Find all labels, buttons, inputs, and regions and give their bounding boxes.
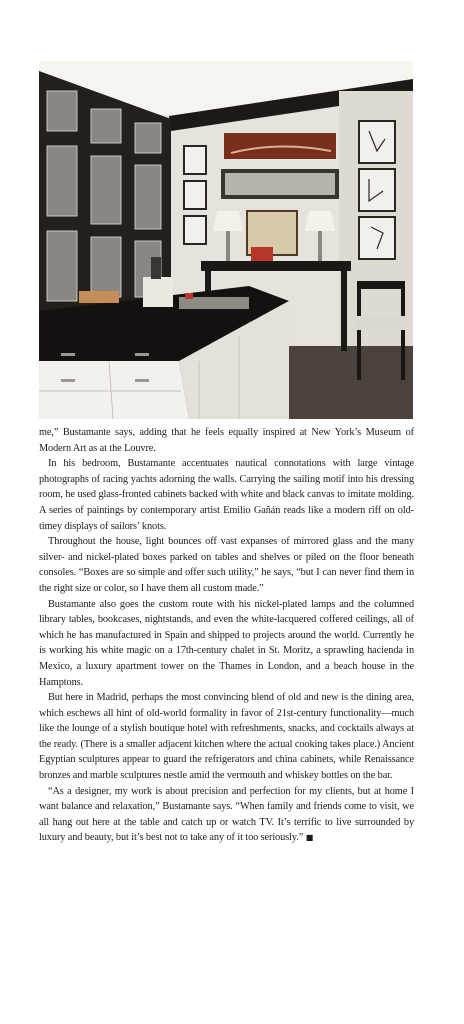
paragraph-4: Bustamante also goes the custom route with his nickel-plated lamps and the columned library tables, bookcases, nightstands, and even the white-lacquered coffered ceilings, all of which he has manufactured in Spain and shipped to projects around the world. Currently he is working his white magic on a 17th-century chalet in St. Moritz, a sprawling hacienda in Mexico, a luxury apartment tower on the Thames in London, and a beach house in the Hamptons. xyxy=(39,598,414,688)
paragraph-3: Throughout the house, light bounces off vast expanses of mirrored glass and the many silver- and nickel-plated boxes parked on tables and shelves or piled on the floor beneath consoles. “Boxes are so simple and offer such utility,” he says, “but I can never find them in the right size or color, so I have them all custom made.” xyxy=(39,536,414,594)
paragraph-2: In his bedroom, Bustamante accentuates nautical connotations with large vintage photographs of racing yachts adorning the walls. Carrying the sailing motif into his dressing room, he used glass-fronted cabinets backed with white and black canvas to imitate molding. A series of paintings by contemporary artist Emilio Gañán reads like a modern riff on old-timey displays of sailors’ knots. xyxy=(39,458,414,532)
paragraph-6-text: “As a designer, my work is about precision and perfection for my clients, but at home I want balance and relaxation,” Bustamante says. “When family and friends come to visit, we all hang out here at the table and catch up or watch TV. It’s terrific to live surrounded by luxury and beauty, but it’s best not to take any of it too seriously.” xyxy=(39,785,414,844)
article-body xyxy=(39,425,414,846)
dressing-room-illustration xyxy=(39,61,413,419)
paragraph-1: me,” Bustamante says, adding that he feels equally inspired at New York’s Museum of Modern Art as at the Louvre. xyxy=(39,427,414,454)
paragraph-5: But here in Madrid, perhaps the most convincing blend of old and new is the dining area, which eschews all hint of old-world formality in favor of 21st-century functionality—much like the lounge of a stylish boutique hotel with refreshments, snacks, and cocktails always at the ready. (There is a smaller adjacent kitchen where the actual cooking takes place.) Ancient Egyptian sculptures appear to guard the refrigerators and china cabinets, while Renaissance bronzes and marble sculptures nestle amid the vermouth and whiskey bottles on the bar. xyxy=(39,692,414,782)
dressing-room-photo xyxy=(39,61,413,419)
end-mark: ■ xyxy=(305,833,314,843)
paragraph-6 xyxy=(39,784,414,846)
